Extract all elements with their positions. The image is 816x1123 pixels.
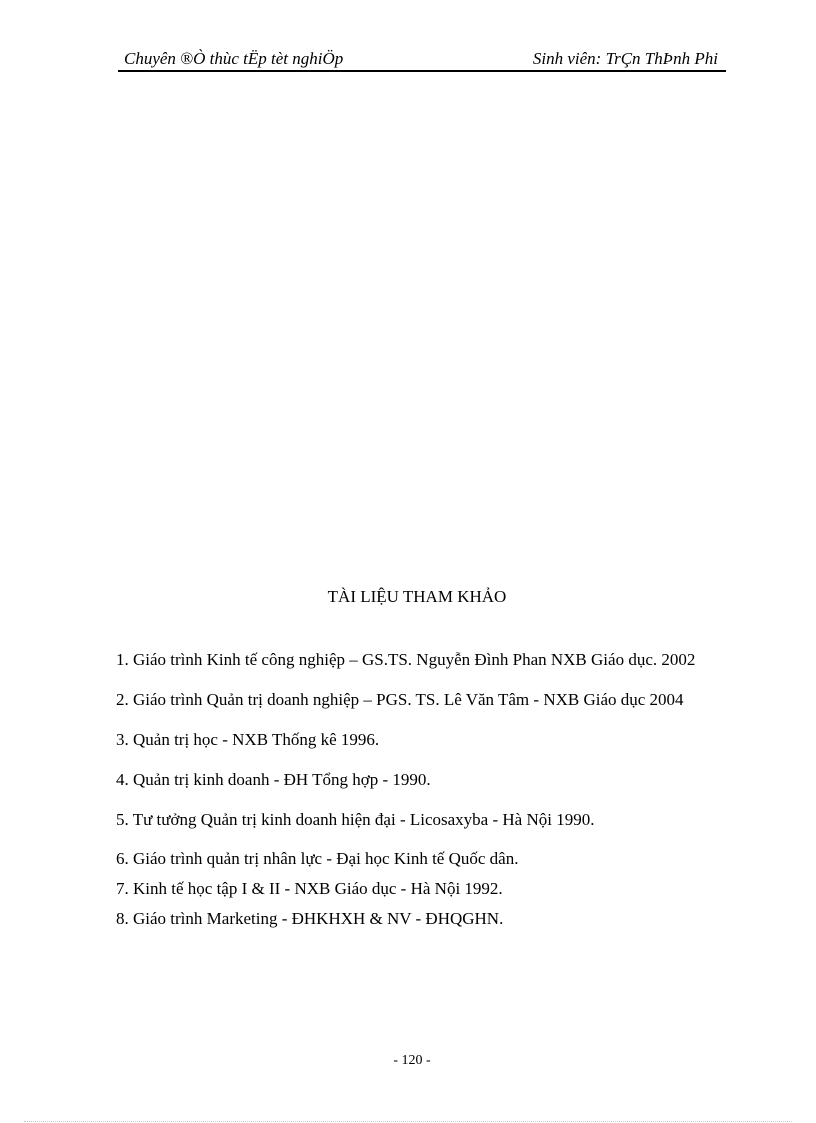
reference-item: 1. Giáo trình Kinh tế công nghiệp – GS.TS. Nguyễn Đình Phan NXB Giáo dục. 2002 <box>116 650 696 669</box>
reference-item: 2. Giáo trình Quản trị doanh nghiệp – PGS. TS. Lê Văn Tâm - NXB Giáo dục 2004 <box>116 690 684 709</box>
header-document-title: Chuyên ®Ò thùc tËp tèt nghiÖp <box>124 49 344 68</box>
reference-item: 4. Quản trị kinh doanh - ĐH Tổng hợp - 1990. <box>116 770 431 789</box>
page-header <box>118 48 726 72</box>
header-student-name: Sinh viên: TrÇn ThÞnh Phi <box>532 49 718 68</box>
reference-item: 8. Giáo trình Marketing - ĐHKHXH & NV - ĐHQGHN. <box>116 909 504 928</box>
page-number: - 120 - <box>393 1053 431 1068</box>
references-heading: TÀI LIỆU THAM KHẢO <box>327 587 507 606</box>
reference-item: 3. Quản trị học - NXB Thống kê 1996. <box>116 730 380 749</box>
reference-item: 5. Tư tưởng Quản trị kinh doanh hiện đại - Licosaxyba - Hà Nội 1990. <box>116 810 595 829</box>
references-list <box>116 644 718 934</box>
page-bottom-divider <box>24 1121 792 1122</box>
reference-item: 6. Giáo trình quản trị nhân lực - Đại học Kinh tế Quốc dân. <box>116 849 519 868</box>
reference-item: 7. Kinh tế học tập I & II - NXB Giáo dục - Hà Nội 1992. <box>116 879 503 898</box>
